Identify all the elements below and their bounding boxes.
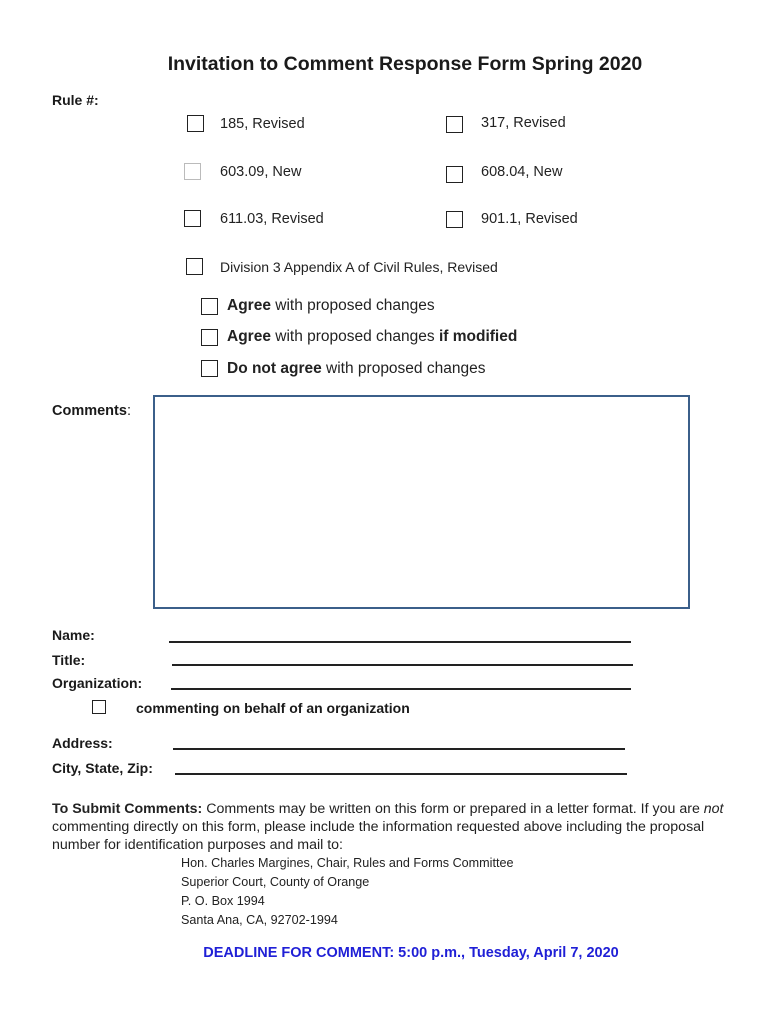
rule-checkbox-185[interactable] <box>187 115 204 132</box>
rule-label-603: 603.09, New <box>220 164 302 180</box>
agree-if-modified-bold: Agree <box>227 328 271 345</box>
agree-if-modified-checkbox[interactable] <box>201 329 218 346</box>
submit-instructions <box>52 800 732 854</box>
form-title: Invitation to Comment Response Form Spring 2020 <box>167 53 643 75</box>
name-input-line[interactable] <box>169 641 631 643</box>
rule-label-611: 611.03, Revised <box>220 211 324 227</box>
organization-input-line[interactable] <box>171 688 631 690</box>
rule-label-185: 185, Revised <box>220 116 305 132</box>
agree-label-bold: Agree <box>227 297 271 314</box>
address-line: P. O. Box 1994 <box>181 894 265 908</box>
comments-label-colon: : <box>126 403 131 419</box>
disagree-label-rest: with proposed changes <box>321 360 486 377</box>
agree-if-modified-mid: with proposed changes <box>270 328 439 345</box>
disagree-label-bold: Do not agree <box>227 360 322 377</box>
title-input-line[interactable] <box>172 664 633 666</box>
rule-checkbox-611[interactable] <box>184 210 201 227</box>
org-behalf-checkbox[interactable] <box>92 700 106 714</box>
organization-label: Organization: <box>52 675 143 691</box>
submit-instructions-part2: commenting directly on this form, please include the information requested above including the proposal number for identification purposes and mail to: <box>52 819 705 853</box>
address-input-line[interactable] <box>173 748 625 750</box>
city-state-zip-label: City, State, Zip: <box>52 760 153 776</box>
agree-label-rest: with proposed changes <box>270 297 435 314</box>
deadline-notice: DEADLINE FOR COMMENT: 5:00 p.m., Tuesday, April 7, 2020 <box>203 945 619 961</box>
comments-label <box>52 403 131 419</box>
city-state-zip-input-line[interactable] <box>175 773 627 775</box>
agree-if-modified-bold2: if modified <box>438 328 518 345</box>
org-behalf-label: commenting on behalf of an organization <box>136 700 410 716</box>
submit-instructions-part1: Comments may be written on this form or prepared in a letter format. If you are <box>202 801 704 817</box>
name-label: Name: <box>52 627 95 643</box>
disagree-checkbox[interactable] <box>201 360 218 377</box>
address-line: Santa Ana, CA, 92702-1994 <box>181 913 338 927</box>
disagree-label <box>227 360 485 378</box>
rule-label-division3: Division 3 Appendix A of Civil Rules, Revised <box>220 259 498 275</box>
submit-instructions-bold: To Submit Comments: <box>52 801 203 817</box>
comments-textarea[interactable] <box>153 395 690 609</box>
address-line: Superior Court, County of Orange <box>181 875 370 889</box>
submit-instructions-italic: not <box>703 801 724 817</box>
comments-label-text: Comments <box>52 403 127 419</box>
rule-checkbox-603[interactable] <box>184 163 201 180</box>
rule-checkbox-901[interactable] <box>446 211 463 228</box>
rule-checkbox-division3[interactable] <box>186 258 203 275</box>
agree-checkbox[interactable] <box>201 298 218 315</box>
rule-checkbox-608[interactable] <box>446 166 463 183</box>
agree-if-modified-label <box>227 328 517 346</box>
agree-label <box>227 297 435 315</box>
address-line: Hon. Charles Margines, Chair, Rules and Forms Committee <box>181 856 514 870</box>
rule-label-901: 901.1, Revised <box>481 211 578 227</box>
rule-label: Rule #: <box>52 92 99 108</box>
rule-label-608: 608.04, New <box>481 164 563 180</box>
title-label: Title: <box>52 652 86 668</box>
rule-label-317: 317, Revised <box>481 115 566 131</box>
address-label: Address: <box>52 735 113 751</box>
mailing-address <box>181 854 513 930</box>
rule-checkbox-317[interactable] <box>446 116 463 133</box>
